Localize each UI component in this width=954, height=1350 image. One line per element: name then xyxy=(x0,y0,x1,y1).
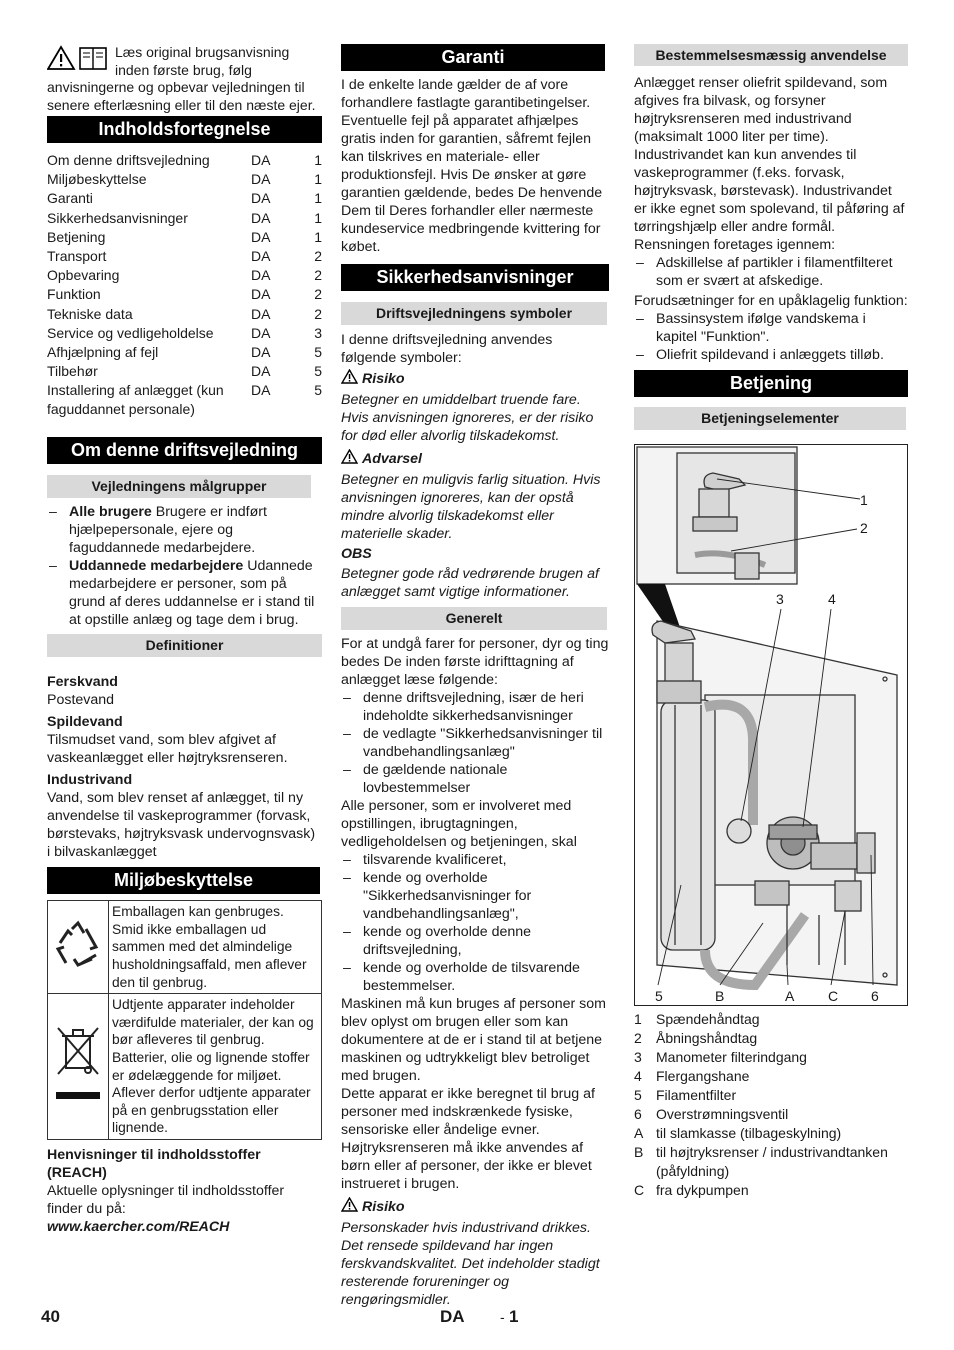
legend-item xyxy=(634,1029,908,1048)
prereq-intro: Forudsætninger for en upåklagelig funktion: xyxy=(634,293,908,309)
figure-label-6: 6 xyxy=(871,988,879,1004)
toc-entry-title: Sikkerhedsanvisninger xyxy=(47,209,188,226)
target-heading: Vejledningens målgrupper xyxy=(47,475,311,498)
toc-entry-page: 5 xyxy=(314,382,322,399)
risiko-label: Risiko xyxy=(362,371,405,387)
toc-entry-title: Transport xyxy=(47,247,107,264)
toc-entry-page: 2 xyxy=(314,267,322,284)
toc-entry[interactable] xyxy=(47,228,322,247)
toc-entry[interactable] xyxy=(47,266,322,285)
generelt-heading: Generelt xyxy=(341,607,607,630)
footer-separator: - xyxy=(500,1309,505,1325)
legend-key: A xyxy=(634,1125,644,1141)
generelt-item: – de vedlagte "Sikkerhedsanvisninger til vandbehandlingsanlæg" xyxy=(341,725,611,761)
figure-label-B: B xyxy=(715,988,725,1004)
def-term-2: Spildevand xyxy=(47,714,123,731)
persons-item: – kende og overholde "Sikkerhedsanvisninger for vandbehandlingsanlæg", xyxy=(341,869,611,923)
column-2 xyxy=(341,44,611,1309)
environment-text-2: Udtjente apparater indeholder værdifulde materialer, der kan og bør afleveres til genbrug. Batterier, olie og lignende stoffer er ødelæggende for miljøet. Aflever derfor udtjente apparater på en genbrugsstation eller lignende. xyxy=(109,994,322,1140)
toc-entry-lang: DA xyxy=(251,324,271,341)
legend-text: Manometer filterindgang xyxy=(656,1049,807,1065)
toc-entry-title: Installering af anlægget (kun faguddannet personale) xyxy=(47,382,224,418)
toc-entry-title: Opbevaring xyxy=(47,267,120,284)
toc-entry-page: 1 xyxy=(314,228,322,245)
toc-entry-title: Funktion xyxy=(47,286,101,303)
legend-text: til højtryksrenser / industrivandtanken (påfyldning) xyxy=(656,1144,888,1179)
toc-entry-lang: DA xyxy=(251,228,271,245)
risiko-row xyxy=(341,369,611,389)
legend-key: 6 xyxy=(634,1106,642,1122)
prereq-item: – Oliefrit spildevand i anlæggets tilløb. xyxy=(634,346,908,364)
footer-sub: 1 xyxy=(509,1307,519,1326)
warning-icon xyxy=(341,1197,358,1217)
toc-entry-title: Betjening xyxy=(47,228,106,245)
toc-entry-title: Tekniske data xyxy=(47,305,133,322)
toc-entry[interactable] xyxy=(47,305,322,324)
persons-list xyxy=(341,851,611,995)
risiko2-text: Personskader hvis industrivand drikkes. Det rensede spildevand har ingen ferskvandskvalitet. Det indeholder stadigt resterende forureninger og rengøringsmidler. xyxy=(341,1220,600,1308)
risiko2-row xyxy=(341,1197,611,1217)
figure-label-2: 2 xyxy=(860,520,868,536)
toc-entry-lang: DA xyxy=(251,382,271,399)
def-term-1: Ferskvand xyxy=(47,674,118,691)
toc-entry[interactable] xyxy=(47,209,322,228)
def-desc-3: Vand, som blev renset af anlægget, til ny anvendelse til vaskeprogrammer (forvask, børstevaks, højtryksvask undervognsvask) i bilvaskanlægget xyxy=(47,790,316,861)
intro-text: Læs original brugsanvisning inden første brug, følg anvisningerne og opbevar vejledningen til senere efterlæsning eller til den næste ejer. xyxy=(47,44,316,113)
environment-table xyxy=(47,900,322,1140)
figure-label-C: C xyxy=(828,988,839,1004)
legend-text: til slamkasse (tilbageskylning) xyxy=(656,1125,842,1141)
toc-entry-page: 1 xyxy=(314,152,322,168)
legend-key: 4 xyxy=(634,1068,642,1084)
elements-heading: Betjeningselementer xyxy=(634,407,906,430)
toc-entry-lang: DA xyxy=(251,305,271,322)
toc-entry[interactable] xyxy=(47,170,322,189)
persons-item: – kende og overholde denne driftsvejledning, xyxy=(341,923,611,959)
prereq-list xyxy=(634,310,908,364)
symbols-heading: Driftsvejledningens symboler xyxy=(341,302,607,325)
generelt-intro: For at undgå farer for personer, dyr og ting bedes De inden første idrifttagning af anlægget læse følgende: xyxy=(341,636,609,688)
persons-intro: Alle personer, som er involveret med opstillingen, ibrugtagningen, vedligeholdelsen og betjeningen, skal xyxy=(341,798,577,850)
toc-entry[interactable] xyxy=(47,285,322,304)
toc-entry[interactable] xyxy=(47,343,322,362)
toc-entry-page: 2 xyxy=(314,286,322,303)
legend-key: C xyxy=(634,1182,645,1198)
toc-entry-page: 1 xyxy=(314,171,322,188)
definitions-heading: Definitioner xyxy=(47,634,322,657)
betjening-heading: Betjening xyxy=(634,370,908,397)
column-1 xyxy=(47,44,322,1236)
column-3 xyxy=(634,44,908,1200)
persons-item: – tilsvarende kvalificeret, xyxy=(341,851,611,869)
miljo-heading: Miljøbeskyttelse xyxy=(47,867,320,894)
intro-block xyxy=(47,44,322,113)
toc-entry-lang: DA xyxy=(251,152,271,168)
advarsel-row xyxy=(341,449,611,469)
target-item-1: – Alle brugere Brugere er indført hjælpepersonale, ejere og faguddannede medarbejdere. xyxy=(47,503,322,557)
toc-entry-page: 2 xyxy=(314,247,322,264)
advarsel-label: Advarsel xyxy=(362,451,422,467)
bestemmelse-text: Anlægget renser oliefrit spildevand, som afgives fra bilvask, og forsyner højtryksrenseren med industrivand (maksimalt 1000 liter per time). Industrivandet kan kun anvendes til vaskeprogrammer (f.eks. forvask, højtryksvask, børstevask). Industrivandet er ikke egnet som spolevand, til påføring af tørringshjælp eller andre formål. xyxy=(634,75,905,235)
toc-entry-lang: DA xyxy=(251,363,271,380)
definitions xyxy=(47,673,322,861)
advarsel-text: Betegner en muligvis farlig situation. Hvis anvisningen ignoreres, kan der opstå mindre alvorlig tilskadekomst eller materielle skader. xyxy=(341,472,601,542)
toc-entry-title: Om denne driftsvejledning xyxy=(47,152,210,168)
toc-entry-title: Garanti xyxy=(47,190,93,207)
warning-icon xyxy=(341,369,358,389)
toc-entry-page: 1 xyxy=(314,190,322,207)
legend-key: B xyxy=(634,1144,644,1160)
toc-entry-title: Miljøbeskyttelse xyxy=(47,171,147,188)
toc-entry-lang: DA xyxy=(251,190,271,207)
toc-entry-page: 2 xyxy=(314,305,322,322)
toc-entry-lang: DA xyxy=(251,209,271,226)
toc-entry-title: Tilbehør xyxy=(47,363,98,380)
legend-text: Filamentfilter xyxy=(656,1087,737,1103)
toc-entry[interactable] xyxy=(47,381,322,419)
cleaning-item: – Adskillelse af partikler i filamentfilteret som er svært at afskedige. xyxy=(634,254,908,290)
legend-item xyxy=(634,1181,908,1200)
figure-label-A: A xyxy=(785,988,795,1004)
def-term-3: Industrivand xyxy=(47,772,133,789)
legend-text: fra dykpumpen xyxy=(656,1182,749,1198)
figure-label-4: 4 xyxy=(828,591,836,607)
toc-table xyxy=(47,151,322,419)
legend-key: 1 xyxy=(634,1011,642,1027)
legend-text: Åbningshåndtag xyxy=(656,1030,758,1046)
generelt-item: – denne driftsvejledning, især de heri indeholdte sikkerhedsanvisninger xyxy=(341,689,611,725)
toc-heading: Indholdsfortegnelse xyxy=(47,116,322,143)
legend-item xyxy=(634,1010,908,1029)
def-desc-1: Postevand xyxy=(47,692,115,709)
obs-text: Betegner gode råd vedrørende brugen af anlægget samt vigtige informationer. xyxy=(341,566,599,600)
sikkerhed-heading: Sikkerhedsanvisninger xyxy=(341,264,609,291)
safety-para-1: Maskinen må kun bruges af personer som blev oplyst om brugen eller som kan dokumentere at de er i stand til at betjene maskinen og udtrykkeligt blev betroliget med brugen. xyxy=(341,996,606,1084)
legend-key: 5 xyxy=(634,1087,642,1103)
obs-label: OBS xyxy=(341,546,372,562)
toc-entry-lang: DA xyxy=(251,343,271,360)
figure-label-3: 3 xyxy=(776,591,784,607)
footer-lang: DA xyxy=(440,1307,465,1326)
toc-entry-page: 1 xyxy=(314,209,322,226)
reach-text: Aktuelle oplysninger til indholdsstoffer finder du på: xyxy=(47,1182,285,1217)
reach-heading: Henvisninger til indholdsstoffer (REACH) xyxy=(47,1146,261,1181)
def-desc-2: Tilsmudset vand, som blev afgivet af vaskeanlægget eller højtryksrenseren. xyxy=(47,732,288,767)
toc-entry-lang: DA xyxy=(251,247,271,264)
toc-entry-title: Service og vedligeholdelse xyxy=(47,324,214,341)
page-number: 40 xyxy=(41,1307,60,1326)
toc-entry[interactable] xyxy=(47,362,322,381)
target-item-2: – Uddannede medarbejdere Udannede medarbejdere er personer, som på grund af deres uddannelse er i stand til at opstille anlæg og tage dem i brug. xyxy=(47,557,322,629)
legend-item xyxy=(634,1048,908,1067)
crossed-bin-icon xyxy=(52,1092,104,1107)
toc-entry-title: Afhjælpning af fejl xyxy=(47,343,159,360)
toc-entry[interactable] xyxy=(47,247,322,266)
garanti-heading: Garanti xyxy=(341,44,605,71)
figure-label-1: 1 xyxy=(860,492,868,508)
recycle-icon xyxy=(52,959,104,974)
garanti-text: I de enkelte lande gælder de af vore forhandlere fastlagte garantibetingelser. Eventuelle fejl på apparatet afhjælpes gratis inden for garantien, såfremt fejlen kan tilskrives en materiale- eller produktionsfejl. Hvis De ønsker at gøre garantien gældende, bedes De henvende Dem til Deres forhandler eller nærmeste kundeservice medbringende kvittering for købet. xyxy=(341,77,603,255)
cleaning-list xyxy=(634,254,908,290)
legend-text: Spændehåndtag xyxy=(656,1011,760,1027)
legend-key: 3 xyxy=(634,1049,642,1065)
prereq-item: – Bassinsystem ifølge vandskema i kapitel "Funktion". xyxy=(634,310,908,346)
legend-key: 2 xyxy=(634,1030,642,1046)
toc-entry-lang: DA xyxy=(251,267,271,284)
figure-label-5: 5 xyxy=(655,988,663,1004)
legend-item xyxy=(634,1143,908,1181)
om-heading: Om denne driftsvejledning xyxy=(47,437,322,464)
toc-entry-page: 5 xyxy=(314,343,322,360)
figure-legend xyxy=(634,1010,908,1200)
generelt-item: – de gældende nationale lovbestemmelser xyxy=(341,761,611,797)
legend-item xyxy=(634,1105,908,1124)
persons-item: – kende og overholde de tilsvarende bestemmelser. xyxy=(341,959,611,995)
toc-entry-lang: DA xyxy=(251,286,271,303)
cleaning-intro: Rensningen foretages igennem: xyxy=(634,237,836,253)
toc-entry[interactable] xyxy=(47,189,322,208)
legend-text: Flergangshane xyxy=(656,1068,750,1084)
legend-item xyxy=(634,1124,908,1143)
operating-elements-figure xyxy=(634,444,908,1006)
toc-entry[interactable] xyxy=(47,151,322,170)
target-list xyxy=(47,503,322,629)
toc-entry-lang: DA xyxy=(251,171,271,188)
legend-text: Overstrømningsventil xyxy=(656,1106,789,1122)
legend-item xyxy=(634,1086,908,1105)
symbols-intro: I denne driftsvejledning anvendes følgende symboler: xyxy=(341,332,553,366)
toc-entry-page: 5 xyxy=(314,363,322,380)
safety-para-3: Højtryksrenseren må ikke anvendes af børn eller af personer, der ikke er blevet instrueret i brugen. xyxy=(341,1140,592,1192)
environment-text-1: Emballagen kan genbruges. Smid ikke emballagen ud sammen med det almindelige husholdningsaffald, men aflever den til genbrug. xyxy=(109,901,322,994)
risiko-text: Betegner en umiddelbart truende fare. Hvis anvisningen ignoreres, er der risiko for død eller alvorlig tilskadekomst. xyxy=(341,392,594,444)
bestemmelse-heading: Bestemmelsesmæssig anvendelse xyxy=(634,44,908,66)
risiko2-label: Risiko xyxy=(362,1199,405,1215)
reach-link[interactable]: www.kaercher.com/REACH xyxy=(47,1218,230,1235)
safety-para-2: Dette apparat er ikke beregnet til brug af personer med indskrænkede fysiske, sensoriske eller åndelige evner. xyxy=(341,1086,595,1138)
warning-icon xyxy=(341,449,358,469)
toc-entry[interactable] xyxy=(47,324,322,343)
generelt-list xyxy=(341,689,611,797)
toc-entry-page: 3 xyxy=(314,324,322,341)
legend-item xyxy=(634,1067,908,1086)
